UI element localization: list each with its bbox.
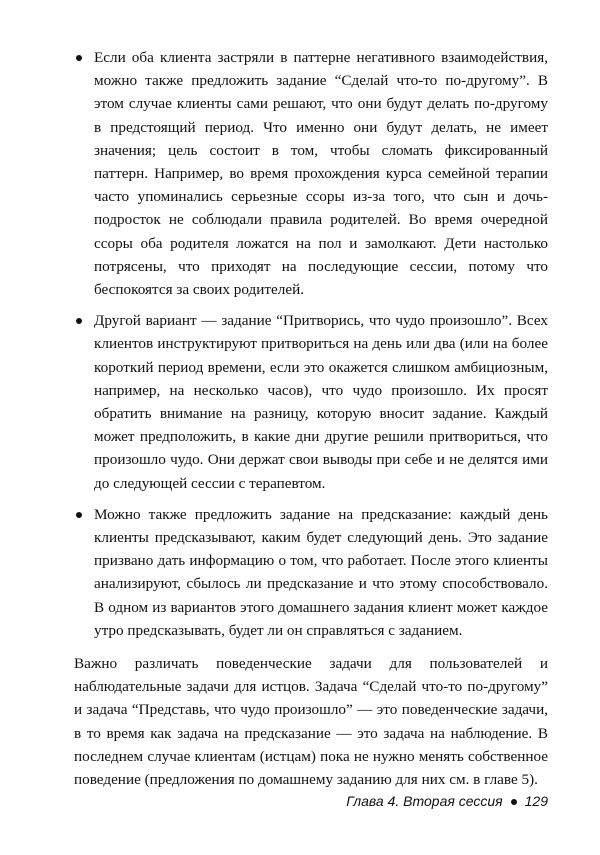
bullet-text: Можно также предложить задание на предсказание: каждый день клиенты предсказывают, каким будет следующий день. Это задание призвано дать информацию о том, что работает. После этого клиенты анализируют, сбылось ли предсказание и что этому способствовало. В одном из вариантов этого домашнего задания клиент может каждое утро предсказывать, будет ли он справляться с заданием. (94, 505, 548, 639)
list-item (74, 503, 548, 642)
bullet-icon (76, 318, 82, 324)
bullet-text: Если оба клиента застряли в паттерне негативного взаимодействия, можно также предложить задание “Сделай что-то по-другому”. В этом случае клиенты сами решают, что они будут делать по-другому в предстоящий период. Что именно они будут делать, не имеет значения; цель состоит в том, чтобы сломать фиксированный паттерн. Например, во время прохождения курса семейной терапии часто упоминались серьезные ссоры из-за того, что сын и дочь-подросток не соблюдали правила родителей. Во время очередной ссоры оба родителя ложатся на пол и замолкают. Дети настолько потрясены, что приходят на последующие сессии, потому что беспокоятся за своих родителей. (94, 49, 548, 299)
separator-dot-icon (511, 799, 517, 805)
bullet-list (74, 46, 548, 642)
bullet-icon (76, 55, 82, 61)
bullet-text: Другой вариант — задание “Притворись, что чудо произошло”. Всех клиентов инструктируют притвориться на день или два (или на более короткий период времени, если это окажется слишком амбициозным, например, на несколько часов), что чудо произошло. Их просят обратить внимание на разницу, которую вносит задание. Каждый может предположить, в какие дни другие решили притвориться, что произошло чудо. Они держат свои выводы при себе и не делятся ими до следующей сессии с терапевтом. (94, 312, 548, 492)
page-number: 129 (524, 793, 548, 809)
chapter-title: Глава 4. Вторая сессия (346, 793, 503, 809)
body-paragraph: Важно различать поведенческие задачи для пользователей и наблюдательные задачи для истцов. Задача “Сделай что-то по-другому” и задача “Представь, что чудо произошло” — это поведенческие задачи, в то время как задача на предсказание — это задача на наблюдение. В последнем случае клиентам (истцам) пока не нужно менять собственное поведение (предложения по домашнему заданию для них см. в главе 5). (74, 655, 548, 789)
page-footer (346, 793, 548, 809)
list-item (74, 309, 548, 495)
page-content (74, 46, 548, 806)
bullet-icon (76, 512, 82, 518)
list-item (74, 46, 548, 301)
